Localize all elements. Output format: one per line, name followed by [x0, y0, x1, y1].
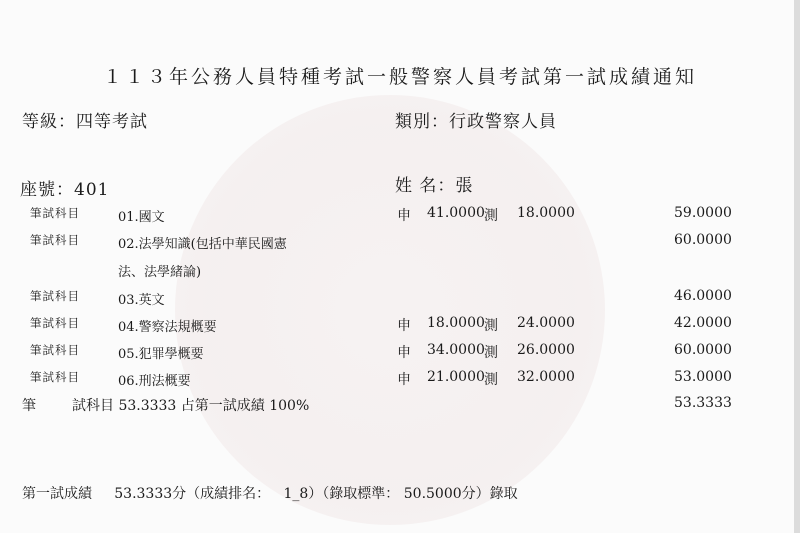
row-mark: 申	[397, 318, 411, 334]
summary-prefix: 筆	[22, 398, 36, 414]
row-score-b: 18.0000	[517, 205, 575, 221]
row-subject: 01.國文	[118, 210, 165, 225]
row-sep: 測	[484, 318, 498, 334]
category-label: 類別：行政警察人員	[395, 112, 557, 132]
row-score-b: 24.0000	[517, 315, 575, 331]
row-sep: 測	[484, 345, 498, 361]
row-label: 筆試科目	[30, 343, 80, 357]
row-mark: 申	[397, 208, 411, 224]
row-label: 筆試科目	[30, 289, 80, 303]
row-subject-cont: 法、法學緒論)	[118, 265, 202, 280]
row-total: 42.0000	[674, 315, 732, 331]
row-label: 筆試科目	[30, 233, 80, 247]
summary-text: 試科目 53.3333 占第一試成績 100%	[72, 398, 310, 414]
row-label: 筆試科目	[30, 206, 80, 220]
row-total: 59.0000	[674, 205, 732, 221]
watermark-seal	[175, 95, 605, 525]
row-subject: 03.英文	[118, 293, 165, 308]
row-sep: 測	[484, 208, 498, 224]
row-total: 46.0000	[674, 288, 732, 304]
row-label: 筆試科目	[30, 370, 80, 384]
row-score-a: 21.0000	[427, 369, 485, 385]
row-label: 筆試科目	[30, 316, 80, 330]
page-title: １１３年公務人員特種考試一般警察人員考試第一試成績通知	[102, 66, 697, 88]
row-score-b: 32.0000	[517, 369, 575, 385]
row-subject: 05.犯罪學概要	[118, 347, 204, 362]
summary-total: 53.3333	[674, 395, 732, 411]
row-mark: 申	[397, 372, 411, 388]
row-score-a: 41.0000	[427, 205, 485, 221]
row-score-a: 18.0000	[427, 315, 485, 331]
row-total: 53.0000	[674, 369, 732, 385]
first-test-result: 第一試成績 53.3333分（成績排名： 1_8）（錄取標準： 50.5000分）錄取	[22, 486, 518, 502]
row-score-b: 26.0000	[517, 342, 575, 358]
row-total: 60.0000	[674, 342, 732, 358]
row-subject: 06.刑法概要	[118, 374, 191, 389]
seat-number: 座號：401	[20, 180, 110, 200]
row-mark: 申	[397, 345, 411, 361]
row-subject: 02.法學知識(包括中華民國憲	[118, 237, 287, 252]
row-sep: 測	[484, 372, 498, 388]
grade-label: 等級：四等考試	[22, 112, 148, 132]
row-score-a: 34.0000	[427, 342, 485, 358]
candidate-name: 姓 名：張	[395, 176, 474, 196]
row-subject: 04.警察法規概要	[118, 320, 217, 335]
row-total: 60.0000	[674, 232, 732, 248]
